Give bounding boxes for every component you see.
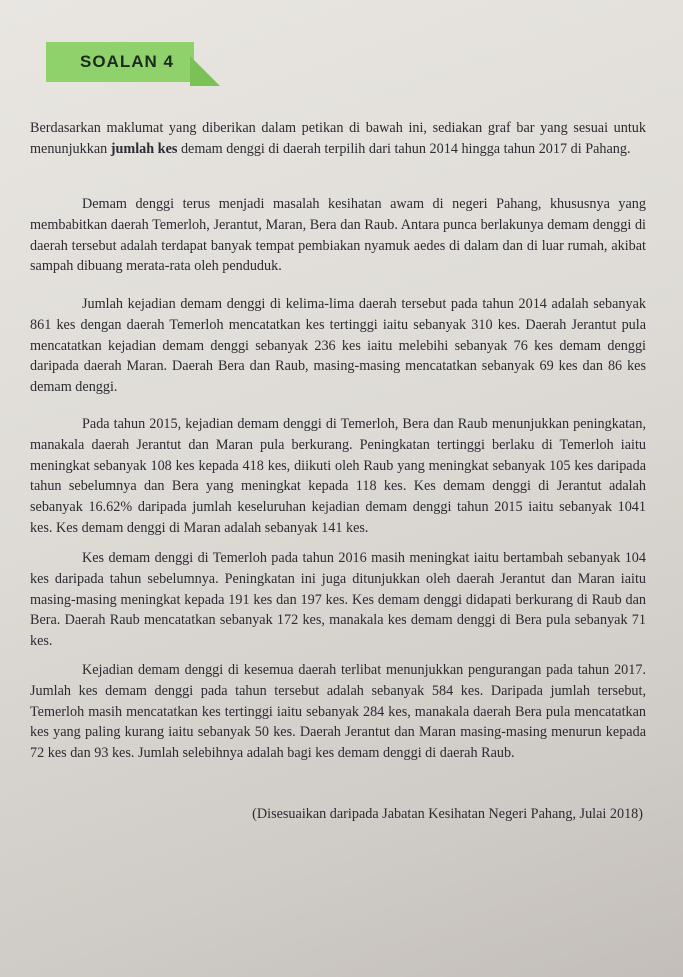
passage-paragraph-1	[30, 194, 646, 277]
source-citation: (Disesuaikan daripada Jabatan Kesihatan Negeri Pahang, Julai 2018)	[252, 806, 643, 822]
passage-paragraph-3	[30, 414, 646, 539]
instruction-text-part1: Berdasarkan maklumat yang diberikan dalam petikan di bawah ini, sediakan graf bar yang sesuai untuk menunjukkan	[30, 120, 646, 157]
paragraph-text: Jumlah kejadian demam denggi di kelima-lima daerah tersebut pada tahun 2014 adalah sebanyak 861 kes dengan daerah Temerloh mencatatkan kes tertinggi iaitu sebanyak 310 kes. Daerah Jerantut pula mencatatkan kejadian demam denggi sebanyak 236 kes iaitu melebihi sebanyak 76 kes demam denggi daripada daerah Maran. Daerah Bera dan Raub, masing-masing mencatatkan sebanyak 69 kes dan 86 kes demam denggi.	[30, 296, 646, 396]
passage-paragraph-2	[30, 294, 646, 398]
paragraph-text: Kes demam denggi di Temerloh pada tahun 2016 masih meningkat iaitu bertambah sebanyak 104 kes daripada tahun sebelumnya. Peningkatan ini juga ditunjukkan oleh daerah Jerantut dan Maran iaitu masing-masing meningkat kepada 191 kes dan 197 kes. Kes demam denggi didapati berkurang di Raub dan Bera. Daerah Raub mencatatkan sebanyak 172 kes, manakala kes demam denggi di Bera pula sebanyak 71 kes.	[30, 550, 646, 650]
paragraph-text: Demam denggi terus menjadi masalah kesihatan awam di negeri Pahang, khususnya yang membabitkan daerah Temerloh, Jerantut, Maran, Bera dan Raub. Antara punca berlakunya demam denggi di daerah tersebut adalah terdapat banyak tempat pembiakan nyamuk aedes di dalam dan di luar rumah, akibat sampah dibuang merata-rata oleh penduduk.	[30, 196, 646, 275]
question-title: SOALAN 4	[80, 52, 174, 71]
paragraph-text: Pada tahun 2015, kejadian demam denggi di Temerloh, Bera dan Raub menunjukkan peningkatan, manakala daerah Jerantut dan Maran pula berkurang. Peningkatan tertinggi berlaku di Temerloh iaitu meningkat sebanyak 108 kes kepada 418 kes, diikuti oleh Raub yang meningkat sebanyak 105 kes daripada tahun sebelumnya dan Bera yang meningkat kepada 118 kes. Kes demam denggi di Jerantut adalah sebanyak 16.62% daripada jumlah keseluruhan kejadian demam denggi tahun 2015 iaitu sebanyak 1041 kes. Kes demam denggi di Maran adalah sebanyak 141 kes.	[30, 416, 646, 536]
passage-paragraph-5	[30, 660, 646, 764]
instruction-text-part2: demam denggi di daerah terpilih dari tahun 2014 hingga tahun 2017 di Pahang.	[177, 140, 631, 157]
instruction-paragraph	[30, 118, 646, 160]
paragraph-text: Kejadian demam denggi di kesemua daerah terlibat menunjukkan pengurangan pada tahun 2017. Jumlah kes demam denggi pada tahun tersebut adalah sebanyak 584 kes. Daripada jumlah tersebut, Temerloh masih mencatatkan kes tertinggi iaitu sebanyak 284 kes, manakala daerah Bera pula mencatatkan kes yang paling kurang iaitu sebanyak 50 kes. Daerah Jerantut dan Maran masing-masing menurun kepada 72 kes dan 93 kes. Jumlah selebihnya adalah bagi kes demam denggi di daerah Raub.	[30, 662, 646, 762]
instruction-bold-text: jumlah kes	[110, 140, 178, 157]
title-banner-fold	[190, 56, 220, 86]
passage-paragraph-4	[30, 548, 646, 652]
